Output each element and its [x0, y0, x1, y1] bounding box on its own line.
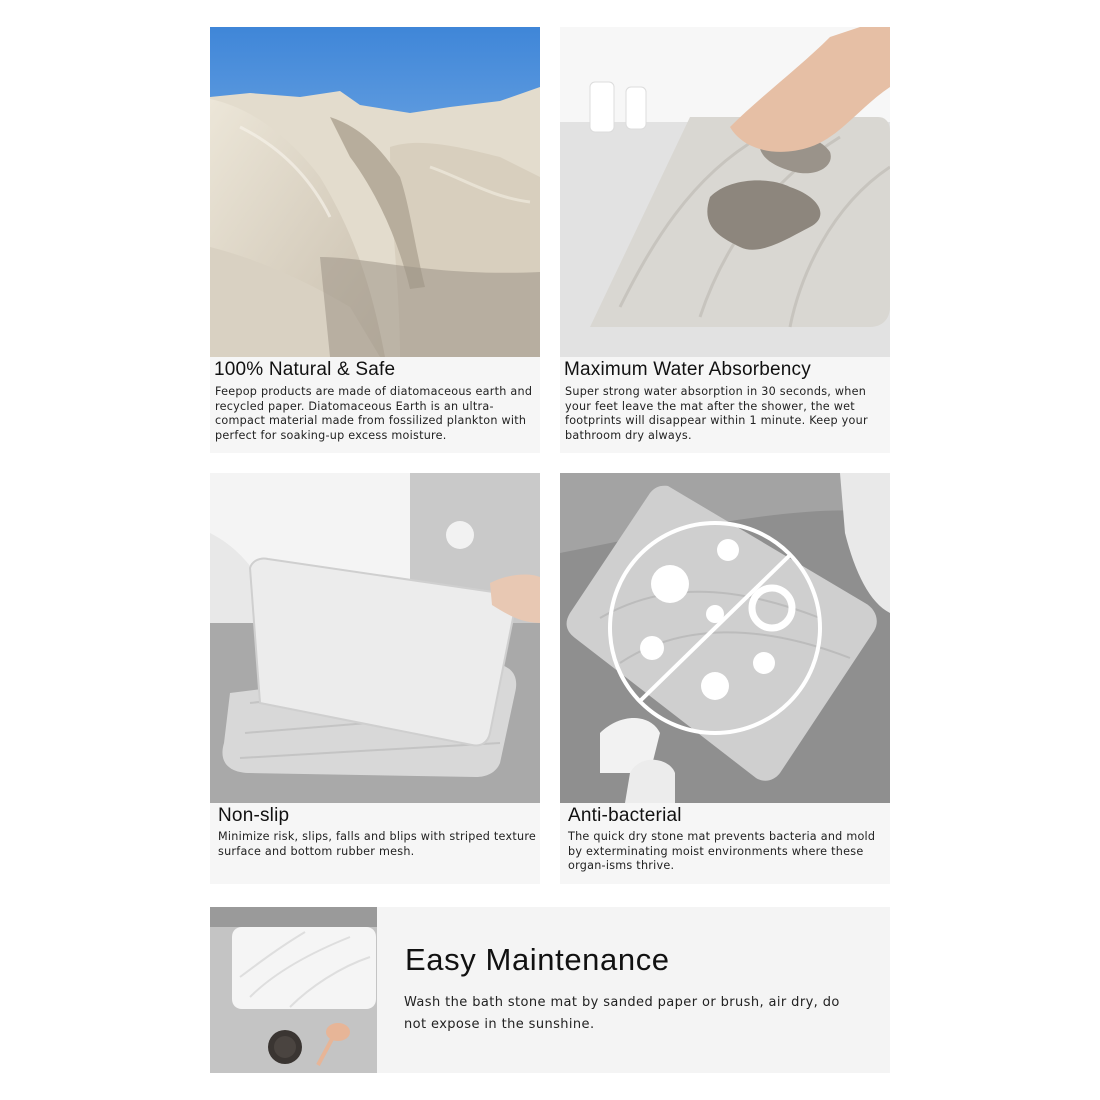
feature-card-antibacterial	[560, 473, 890, 884]
maintenance-title: Easy Maintenance	[405, 942, 670, 977]
maintenance-description: Wash the bath stone mat by sanded paper or brush, air dry, do not expose in the sunshine.	[404, 995, 840, 1032]
maintenance-card	[210, 907, 890, 1073]
feature-title: Non-slip	[218, 805, 290, 826]
lifted-mat-photo-icon	[210, 473, 540, 803]
feature-description: The quick dry stone mat prevents bacteria and mold by exterminating moist environments where these organ-isms thrive.	[568, 830, 876, 872]
feature-title: Maximum Water Absorbency	[564, 359, 811, 380]
white-cliffs-photo-icon	[210, 27, 540, 357]
feature-card-nonslip	[210, 473, 540, 884]
footprint-on-mat-photo-icon	[560, 27, 890, 357]
feature-title: 100% Natural & Safe	[214, 359, 396, 380]
feature-card-natural	[210, 27, 540, 453]
mat-and-brush-photo-icon	[210, 907, 377, 1073]
feature-card-absorbency	[560, 27, 890, 453]
feature-description: Feepop products are made of diatomaceous earth and recycled paper. Diatomaceous Earth is an ultra-compact material made from fossilized plankton with perfect for soaking-up excess moisture.	[215, 385, 533, 442]
feature-description: Minimize risk, slips, falls and blips with striped texture surface and bottom rubber mesh.	[218, 830, 537, 858]
feature-description: Super strong water absorption in 30 seconds, when your feet leave the mat after the shower, the wet footprints will disappear within 1 minute. Keep your bathroom dry always.	[565, 385, 868, 442]
feature-title: Anti-bacterial	[568, 805, 682, 826]
no-bacteria-photo-icon	[560, 473, 890, 803]
